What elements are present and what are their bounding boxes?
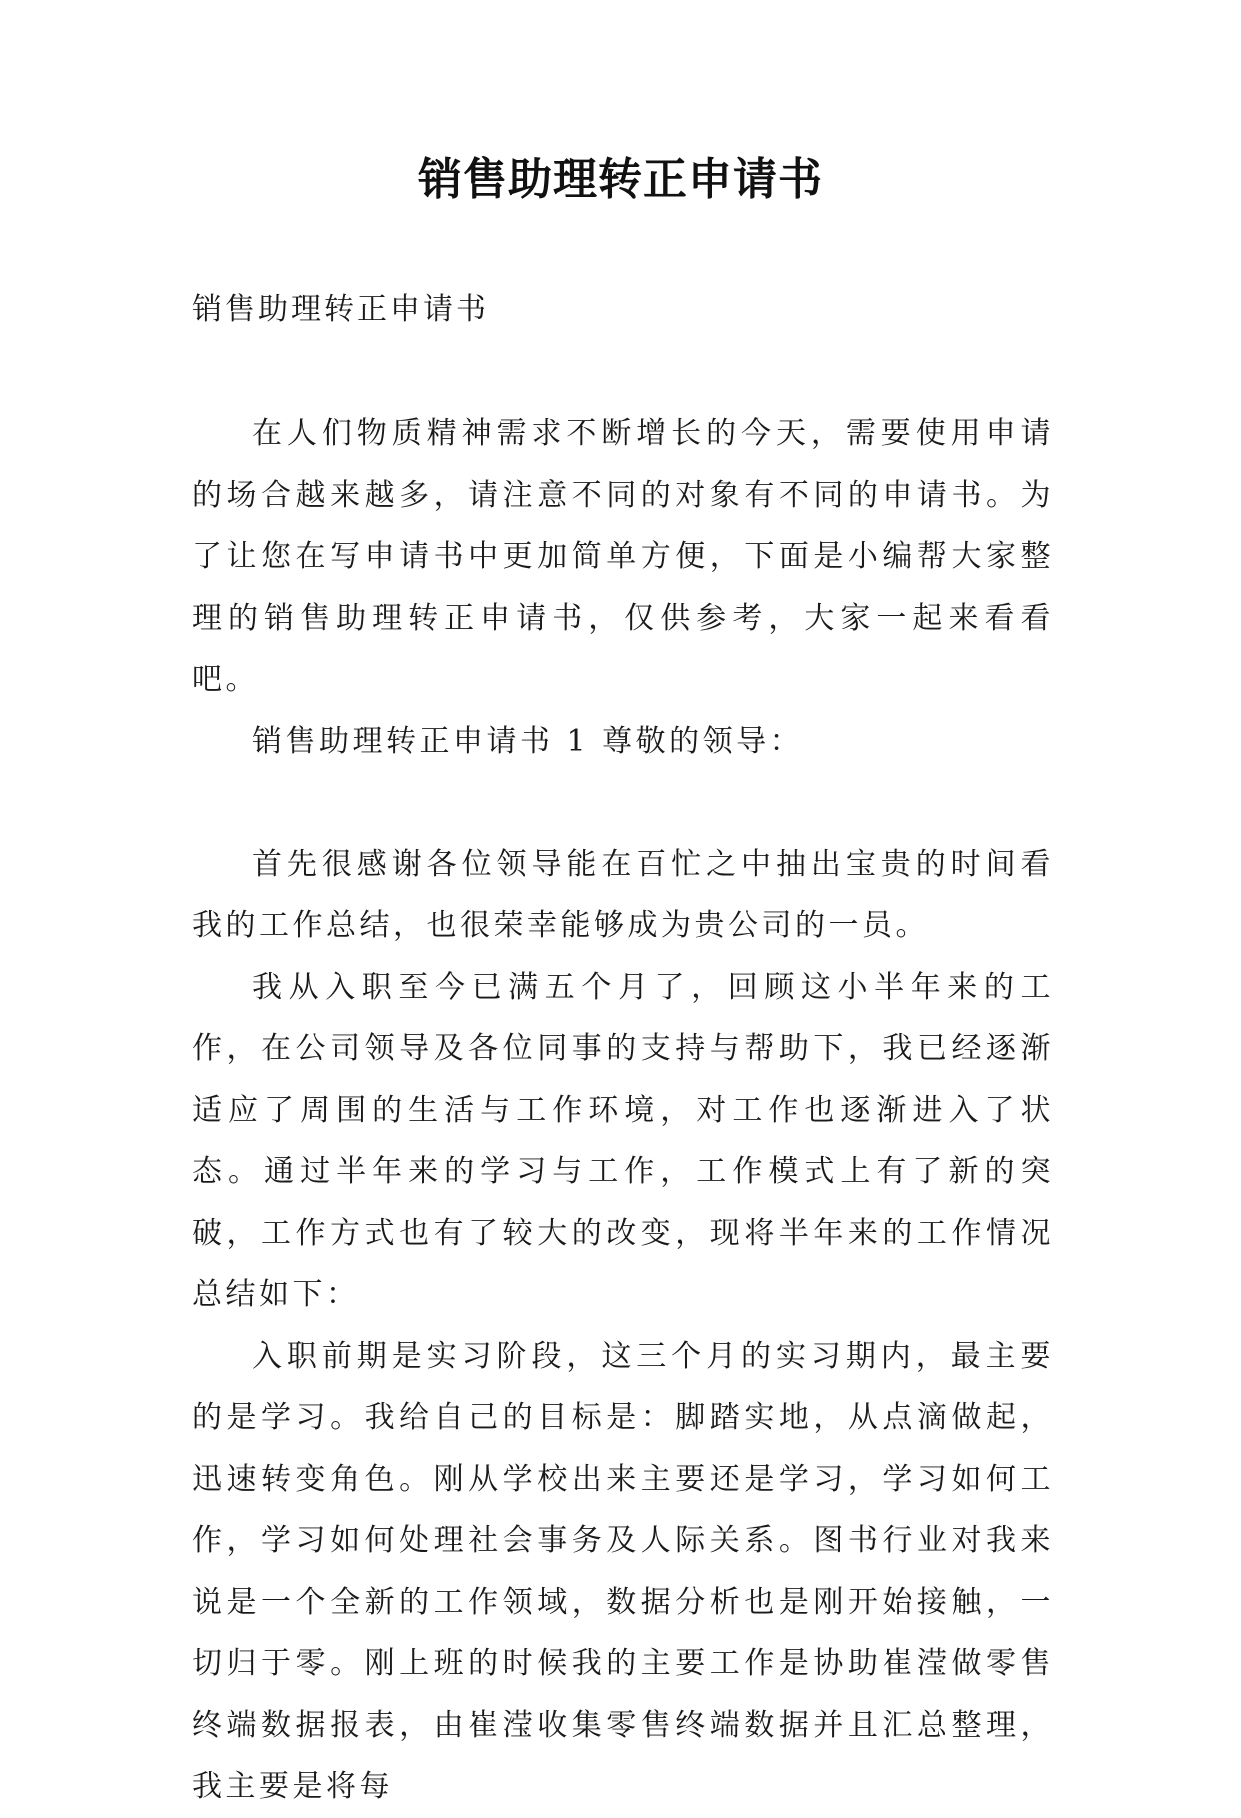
paragraph-salutation: 销售助理转正申请书 1 尊敬的领导： [252, 723, 804, 759]
paragraph-review: 我从入职至今已满五个月了，回顾这小半年来的工作，在公司领导及各位同事的支持与帮助下，我已经逐渐适应了周围的生活与工作环境，对工作也逐渐进入了状态。通过半年来的学习与工作，工作模式上有了新的突破，工作方式也有了较大的改变，现将半年来的工作情况总结如下： [192, 969, 1054, 1312]
paragraph-internship: 入职前期是实习阶段，这三个月的实习期内，最主要的是学习。我给自己的目标是：脚踏实地，从点滴做起，迅速转变角色。刚从学校出来主要还是学习，学习如何工作，学习如何处理社会事务及人际关系。图书行业对我来说是一个全新的工作领域，数据分析也是刚开始接触，一切归于零。刚上班的时候我的主要工作是协助崔滢做零售终端数据报表，由崔滢收集零售终端数据并且汇总整理，我主要是将每 [192, 1338, 1054, 1804]
paragraph-thanks: 首先很感谢各位领导能在百忙之中抽出宝贵的时间看我的工作总结，也很荣幸能够成为贵公司的一员。 [192, 846, 1054, 943]
paragraph-intro: 在人们物质精神需求不断增长的今天，需要使用申请的场合越来越多，请注意不同的对象有不同的申请书。为了让您在写申请书中更加简单方便，下面是小编帮大家整理的销售助理转正申请书，仅供参考，大家一起来看看吧。 [192, 416, 1054, 697]
document-subtitle: 销售助理转正申请书 [192, 292, 489, 327]
document-title: 销售助理转正申请书 [418, 154, 823, 205]
document-body [192, 403, 1054, 1818]
